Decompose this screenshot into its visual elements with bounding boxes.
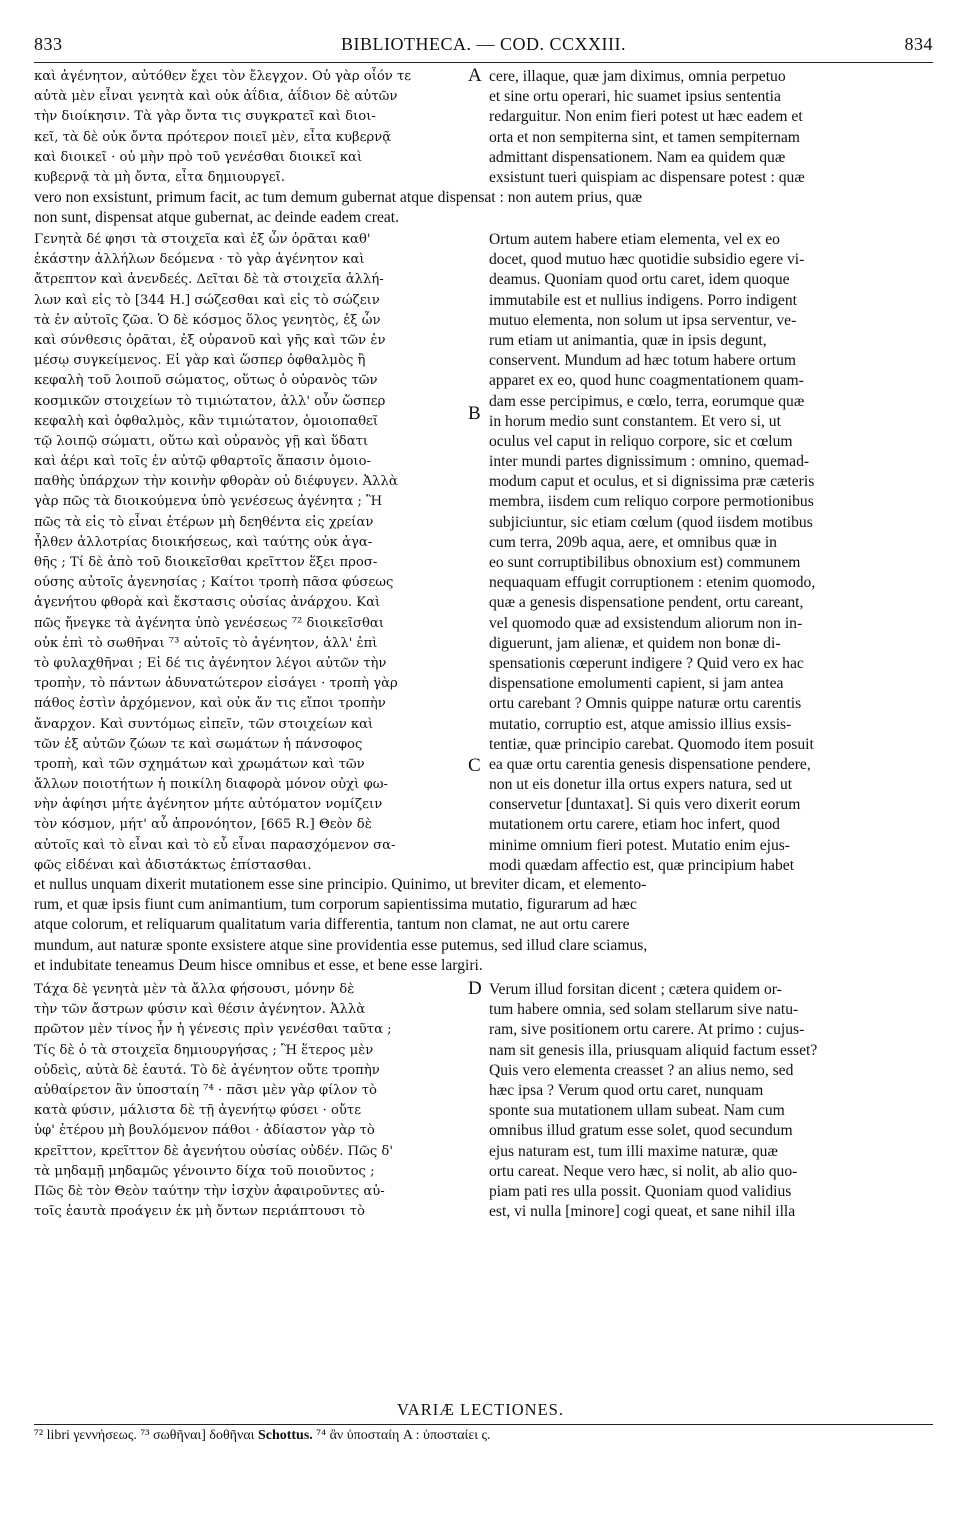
variae-lectiones-notes bbox=[34, 1428, 933, 1444]
text-line: θῆς ; Τί δὲ ἀπὸ τοῦ διοικεῖσθαι κρεῖττον ἕξει προσ- bbox=[34, 555, 378, 570]
text-line: παθὴς ὑπάρχων τὴν κοινὴν φθορὰν οὐ διέφυγεν. Ἀλλὰ bbox=[34, 474, 398, 490]
margin-marker-b: B bbox=[468, 403, 481, 424]
text-line: modum caput et oculus, et si dignissima præ cæteris bbox=[489, 473, 815, 491]
text-line: minime omnium fieri potest. Mutatio enim ejus- bbox=[489, 836, 791, 854]
text-line: spensationis cœperunt indigere ? Quid vero ex hac bbox=[489, 654, 804, 672]
text-line: inter mundi partes dignissimum : omnino, quemad- bbox=[489, 453, 810, 471]
text-line: τὴν τῶν ἄστρων φύσιν καὶ θέσιν ἀγένητον. Ἀλλὰ bbox=[34, 1002, 366, 1018]
text-line: exsistunt tueri quispiam ac dispensare potest : quæ bbox=[489, 168, 805, 186]
text-line: immutabile est et nullius indigens. Porro indigent bbox=[489, 291, 797, 309]
text-line: τροπὴ, καὶ τῶν σχημάτων καὶ χρωμάτων καὶ τῶν bbox=[34, 756, 365, 772]
text-line: admittant dispensationem. Nam ea quidem quæ bbox=[489, 148, 786, 166]
text-line: est, vi nulla [minore] cogi queat, et sane nihil illa bbox=[489, 1203, 796, 1221]
text-line: κρεῖττον, κρεῖττον δὲ ἀγενήτου οὐσίας οὐδέν. Πῶς δ' bbox=[34, 1143, 393, 1159]
text-line: ea quæ ortu carentia genesis dispensatione pendere, bbox=[489, 755, 811, 773]
text-line: conservetur [duntaxat]. Si quis vero dixerit eorum bbox=[489, 796, 801, 814]
text-line: κυβερνᾷ τὰ μὴ ὄντα, εἶτα δημιουργεῖ. bbox=[34, 169, 285, 185]
text-line: conservent. Mundum ad hæc totum habere ortum bbox=[489, 352, 797, 370]
text-line: πάθος ἐστὶν ἀρχόμενον, καὶ οὐκ ἄν τις εἴποι τροπὴν bbox=[34, 696, 386, 712]
text-line: et nullus unquam dixerit mutationem esse sine principio. Quinimo, ut breviter dicam, et elemento- bbox=[34, 876, 647, 893]
margin-marker-a: A bbox=[468, 65, 482, 86]
text-line: Γενητὰ δέ φησι τὰ στοιχεῖα καὶ ἐξ ὧν ὁρᾶται καθ' bbox=[34, 232, 371, 247]
text-line: membra, iisdem cum reliquo corpore permotionibus bbox=[489, 493, 814, 511]
text-line: oculus vel caput in reliquo corpore, sic et cœlum bbox=[489, 432, 793, 450]
text-line: ὑφ' ἑτέρου μὴ βουλόμενον πάθοι · ἀδίαστον γὰρ τὸ bbox=[34, 1123, 375, 1139]
text-line: καὶ ἀέρι καὶ τοῖς ἐν αὐτῷ φθαρτοῖς ἅπασιν ὁμοιο- bbox=[34, 454, 371, 470]
greek-column-section-3 bbox=[34, 980, 480, 1222]
text-line: et sine ortu operari, hic suamet ipsius sententia bbox=[489, 88, 781, 106]
text-line: mutationem ortu carere, etiam hoc infert, quod bbox=[489, 816, 780, 834]
note-73-number: ⁷³ bbox=[140, 1428, 150, 1443]
text-line: λων καὶ εἰς τὸ [344 H.] σώζεσθαι καὶ εἰς τὸ σώζειν bbox=[34, 292, 380, 308]
text-line: quæ a genesis dispensatione pendent, ortu careant, bbox=[489, 594, 804, 612]
text-line: κεφαλὴ τοῦ λοιποῦ σώματος, οὕτως ὁ οὐρανὸς τῶν bbox=[34, 373, 378, 389]
running-title: BIBLIOTHECA. — COD. CCXXIII. bbox=[341, 34, 626, 54]
text-line: οὐκ ἐπὶ τὸ σωθῆναι ⁷³ αὐτοῖς τὸ ἀγένητον, ἀλλ' ἐπὶ bbox=[34, 635, 378, 651]
latin-fullwidth-section-2 bbox=[34, 875, 939, 976]
text-line: subjiciuntur, sic etiam cœlum (quod iisdem motibus bbox=[489, 513, 813, 531]
text-line: vel quomodo quæ ad exsistendum aliorum non in- bbox=[489, 614, 803, 632]
right-page-number: 834 bbox=[904, 34, 933, 54]
note-73-bold: Schottus. bbox=[257, 1428, 313, 1443]
text-line: τὰ μηδαμῇ μηδαμῶς γένοιντο δίχα τοῦ ποιοῦντος ; bbox=[34, 1163, 375, 1179]
text-line: ram, sive positionem ortu carere. At primo : cujus- bbox=[489, 1021, 805, 1039]
text-line: κοσμικῶν στοιχείων τὸ τιμιώτατον, ἀλλ' οὖν ὥσπερ bbox=[34, 393, 386, 409]
text-line: non ut eis donetur illa ortus expers natura, sed ut bbox=[489, 776, 793, 794]
text-line: κατὰ φύσιν, μάλιστα δὲ τῇ ἀγενήτῳ φύσει · οὔτε bbox=[34, 1103, 362, 1119]
text-line: γὰρ πῶς τὰ διοικούμενα ὑπὸ γενέσεως ἀγένητα ; Ἢ bbox=[34, 494, 383, 510]
text-line: πῶς ἤνεγκε τὰ ἀγένητα ὑπὸ γενέσεως ⁷² διοικεῖσθαι bbox=[34, 615, 385, 631]
text-line: redarguitur. Non enim fieri potest ut hæc eadem et bbox=[489, 108, 803, 126]
text-line: diguerunt, jam alienæ, et quidem non bonæ di- bbox=[489, 634, 781, 652]
text-line: docet, quod mutuo hæc quotidie subsidio egere vi- bbox=[489, 251, 805, 269]
text-line: αὐτοῖς καὶ τὸ εἶναι καὶ τὸ εὖ εἶναι παρασχόμενον σα- bbox=[34, 837, 396, 853]
text-line: φῶς εἰδέναι καὶ ἀδιστάκτως ἐπίστασθαι. bbox=[34, 857, 312, 873]
text-line: apparet ex eo, quod hunc coagmentationem quam- bbox=[489, 372, 804, 390]
text-line: modi quædam affectio est, quæ principium habet bbox=[489, 856, 795, 874]
greek-column-section-1 bbox=[34, 67, 480, 188]
text-line: nam sit genesis illa, priusquam aliquid factum esset? bbox=[489, 1041, 818, 1059]
text-line: ἄτρεπτον καὶ ἀνενδεές. Δεῖται δὲ τὰ στοιχεῖα ἀλλή- bbox=[34, 272, 384, 288]
text-line: in horum medio sunt constantem. Et vero si, ut bbox=[489, 412, 781, 430]
text-line: eo sunt corruptibilibus obnoxium est) communem bbox=[489, 554, 801, 571]
text-line: οὐδεὶς, αὐτὰ δὲ ἑαυτά. Τὸ δὲ ἀγένητον οὔτε τροπὴν bbox=[34, 1062, 380, 1078]
left-page-number: 833 bbox=[34, 34, 63, 54]
latin-column-section-1 bbox=[489, 67, 941, 188]
text-line: ortu careat. Neque vero hæc, si nolit, ab alio quo- bbox=[489, 1162, 798, 1180]
text-line: omnibus illud gratum esse solet, quod secundum bbox=[489, 1122, 793, 1140]
text-line: αὐθαίρετον ἂν ὑποσταίη ⁷⁴ · πᾶσι μὲν γὰρ φίλον τὸ bbox=[34, 1082, 377, 1098]
text-line: Quis vero elementa creasset ? an alius nemo, sed bbox=[489, 1061, 794, 1079]
text-line: dispensatione emolumenti capient, si jam antea bbox=[489, 675, 784, 693]
text-line: deamus. Quoniam quod ortu caret, idem quoque bbox=[489, 271, 790, 289]
text-line: sponte sua mutationem ullam subeat. Nam cum bbox=[489, 1102, 785, 1120]
text-line: νὴν ἀφίησι μήτε ἀγένητον μήτε αὐτόματον νομίζειν bbox=[34, 797, 383, 813]
text-line: mutuo elementa, non solum ut ipsa serventur, ve- bbox=[489, 311, 797, 329]
text-line: τὰ ἐν αὐτοῖς ζῶα. Ὁ δὲ κόσμος ὅλος γενητὸς, ἐξ ὧν bbox=[34, 312, 381, 328]
latin-column-section-3 bbox=[489, 980, 941, 1222]
text-line: ἄναρχον. Καὶ συντόμως εἰπεῖν, τῶν στοιχείων καὶ bbox=[34, 716, 374, 732]
text-line: rum, et quæ ipsis fiunt cum animantium, tum corporum sapientissima mutatio, figurarum ad hæc bbox=[34, 896, 637, 914]
text-line: rum etiam ut animantia, quæ in ipsis degunt, bbox=[489, 331, 767, 349]
text-line: vero non exsistunt, primum facit, ac tum demum gubernat atque dispensat : non autem prius, quæ bbox=[34, 189, 643, 206]
text-line: mundum, aut naturæ sponte exsistere atque sine providentia esse putemus, sed illud clare sciamus, bbox=[34, 936, 648, 954]
text-line: hæc ipsa ? Verum quod ortu caret, nunquam bbox=[489, 1081, 764, 1099]
text-line: τὴν διοίκησιν. Τὰ γὰρ ὄντα τις συγκρατεῖ καὶ διοι- bbox=[34, 109, 376, 125]
note-72-text: libri γεννήσεως. bbox=[43, 1428, 141, 1443]
margin-marker-d: D bbox=[468, 978, 482, 999]
text-line: dam esse percipimus, e cœlo, terra, eorumque quæ bbox=[489, 392, 805, 410]
text-line: αὐτὰ μὲν εἶναι γενητὰ καὶ οὐκ ἀΐδια, ἀΐδιον δὲ αὐτῶν bbox=[34, 89, 398, 105]
text-line: καὶ σύνθεσις ὁρᾶται, ἐξ οὐρανοῦ καὶ γῆς καὶ τῶν ἐν bbox=[34, 332, 386, 348]
text-line: non sunt, dispensat atque gubernat, ac deinde eadem creat. bbox=[34, 209, 400, 227]
text-line: atque colorum, et reliquarum qualitatum varia differentia, tantum non clamat, ne aut ortu carere bbox=[34, 916, 630, 934]
text-line: et indubitate teneamus Deum hisce omnibus et esse, et bene esse largiri. bbox=[34, 956, 483, 974]
text-line: τὸν κόσμον, μήτ' αὖ ἀπρονόητον, [665 R.] Θεὸν δὲ bbox=[34, 817, 372, 833]
text-line: καὶ διοικεῖ · οὐ μὴν πρὸ τοῦ γενέσθαι διοικεῖ καὶ bbox=[34, 149, 363, 165]
running-header bbox=[34, 34, 933, 60]
text-line: orta et non sempiterna sint, et tamen sempiternam bbox=[489, 128, 800, 146]
text-line: ἀγενήτου φθορὰ καὶ ἔκστασις οὐσίας ἀνάρχου. Καὶ bbox=[34, 595, 381, 611]
text-line: τῷ λοιπῷ σώματι, οὕτω καὶ οὐρανὸς γῇ καὶ ὕδατι bbox=[34, 433, 369, 449]
text-line: piam pati res ulla possit. Quoniam quod validius bbox=[489, 1182, 792, 1200]
text-line: Τίς δὲ ὁ τὰ στοιχεῖα δημιουργήσας ; Ἢ ἕτερος μὲν bbox=[34, 1042, 374, 1058]
text-line: mutatio, corruptio est, atque amissio illius exsis- bbox=[489, 715, 792, 733]
text-line: κεφαλὴ καὶ ὀφθαλμὸς, κἂν τιμιώτατον, ὁμοιοπαθεῖ bbox=[34, 413, 379, 429]
header-rule bbox=[34, 62, 933, 63]
text-line: Verum illud forsitan dicent ; cætera quidem or- bbox=[489, 981, 782, 998]
text-line: nequaquam effugit corruptionem : etenim quomodo, bbox=[489, 574, 816, 592]
note-74-number: ⁷⁴ bbox=[312, 1428, 327, 1443]
text-line: ἦλθεν ἀλλοτρίας διοικήσεως, καὶ ταύτης οὐκ ἀγα- bbox=[34, 534, 373, 550]
latin-column-section-2 bbox=[489, 230, 941, 876]
text-line: Τάχα δὲ γενητὰ μὲν τὰ ἄλλα φήσουσι, μόνην δὲ bbox=[34, 982, 355, 997]
text-line: ἄλλων ποιοτήτων ἡ ποικίλη διαφορὰ μόνον οὐχὶ φω- bbox=[34, 777, 388, 793]
text-line: cere, illaque, quæ jam diximus, omnia perpetuo bbox=[489, 68, 786, 85]
text-line: ἑκάστην ἀλλήλων δεόμενα · τὸ γὰρ ἀγένητον καὶ bbox=[34, 252, 365, 268]
text-line: τοῖς ἑαυτὰ προάγειν ἐκ μὴ ὄντων περιάπτουσι τὸ bbox=[34, 1204, 365, 1220]
greek-column-section-2 bbox=[34, 230, 480, 876]
text-line: τὸ φυλαχθῆναι ; Εἰ δέ τις ἀγένητον λέγοι αὐτῶν τὴν bbox=[34, 655, 387, 671]
text-line: tum habere omnia, sed solam stellarum sive natu- bbox=[489, 1001, 799, 1019]
note-72-number: ⁷² bbox=[34, 1428, 44, 1443]
variae-rule bbox=[34, 1424, 933, 1425]
text-line: καὶ ἀγένητον, αὐτόθεν ἔχει τὸν ἔλεγχον. Οὐ γὰρ οἷόν τε bbox=[34, 69, 412, 84]
text-line: Πῶς δὲ τὸν Θεὸν ταύτην τὴν ἰσχὺν ἀφαιροῦντες αὐ- bbox=[34, 1183, 385, 1199]
text-line: ούσης αὐτοῖς ἀγενησίας ; Καίτοι τροπὴ πᾶσα φύσεως bbox=[34, 575, 394, 591]
text-line: Ortum autem habere etiam elementa, vel ex eo bbox=[489, 231, 780, 248]
margin-marker-c: C bbox=[468, 755, 481, 776]
text-line: tentiæ, quæ principio carebat. Quomodo item posuit bbox=[489, 735, 814, 753]
note-73-text: σωθῆναι] δοθῆναι bbox=[149, 1428, 258, 1443]
variae-lectiones-title: VARIÆ LECTIONES. bbox=[397, 1400, 564, 1419]
text-line: ejus naturam est, tum illi maxime naturæ, quæ bbox=[489, 1142, 778, 1160]
latin-fullwidth-section-1 bbox=[34, 188, 939, 228]
text-line: ortu carebant ? Omnis quippe naturæ ortu carentis bbox=[489, 695, 802, 713]
text-line: κεῖ, τὰ δὲ οὐκ ὄντα πρότερον ποιεῖ μὲν, εἶτα κυβερνᾷ bbox=[34, 129, 392, 145]
text-line: cum terra, 209b aqua, aere, et omnibus quæ in bbox=[489, 533, 777, 551]
text-line: τῶν ἐξ αὐτῶν ζώων τε καὶ σωμάτων ἡ πάνσοφος bbox=[34, 736, 363, 752]
text-line: τροπὴν, τὸ πάντων ἀδυνατώτερον εἰσάγει · τροπὴ γὰρ bbox=[34, 676, 398, 692]
text-line: πῶς τὰ εἰς τὸ εἶναι ἑτέρων μὴ δεηθέντα εἰς χρείαν bbox=[34, 514, 374, 530]
note-74-text: ἂν ὑποσταίη A : ὑποσταίει ς. bbox=[326, 1428, 491, 1443]
text-line: μέσῳ συγκείμενος. Εἰ γὰρ καὶ ὥσπερ ὀφθαλμὸς ἢ bbox=[34, 353, 366, 369]
text-line: πρῶτον μὲν τίνος ἦν ἡ γένεσις πρὶν γενέσθαι ταῦτα ; bbox=[34, 1022, 392, 1038]
